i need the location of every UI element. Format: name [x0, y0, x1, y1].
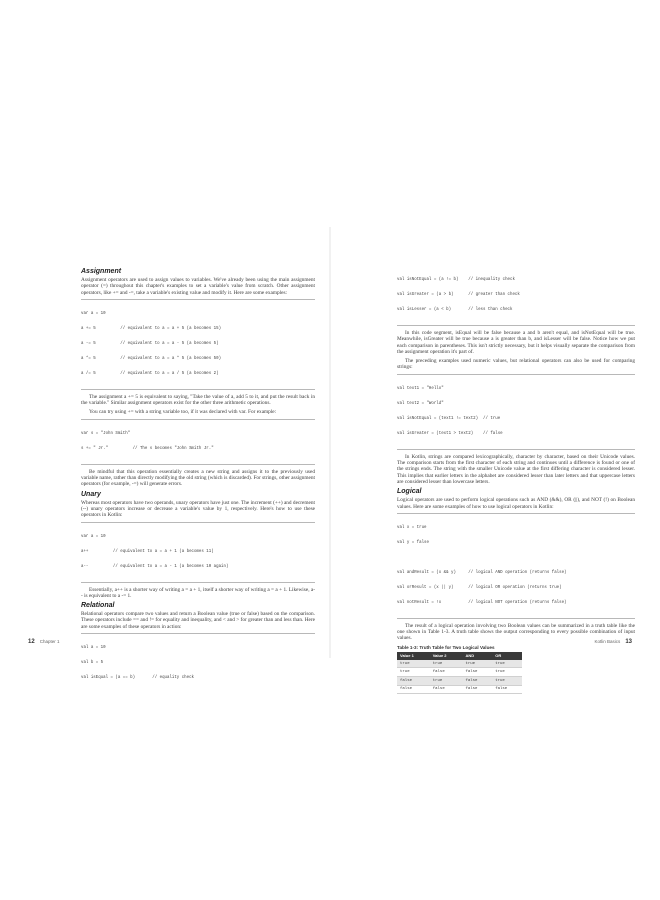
table-cell: true [492, 660, 522, 668]
code-line: a++ // equivalent to a = a + 1 (a becomes 11) [81, 549, 214, 554]
page-number: 13 [625, 639, 632, 645]
code-line: a-- // equivalent to a = a - 1 (a becomes 10 again) [81, 564, 229, 569]
left-column [81, 265, 315, 697]
code-line: a += 5 // equivalent to a = a + 5 (a becomes 15) [81, 326, 222, 331]
code-block-relational [81, 633, 315, 693]
code-block-strings [397, 374, 635, 450]
code-line: val isLesser = (a < b) // less than check [397, 308, 513, 312]
table-cell: false [492, 685, 522, 694]
code-line: val isGreater = (text1 > text2) // false [397, 431, 503, 436]
assignment-paragraph-4: Be mindful that this operation essentially creates a new string and assigns it to the previously used variable name, rather than directly modifying the old string (which is discarded). For strings, other assignment operators (for example, -=) will generate errors. [81, 468, 315, 488]
code-line: a *= 5 // equivalent to a = a * 5 (a becomes 50) [81, 356, 222, 361]
table-header: AND [462, 652, 492, 660]
code-line: var a = 10 [81, 311, 106, 316]
table-cell: false [397, 685, 430, 694]
heading-assignment: Assignment [81, 268, 122, 275]
table-cell: true [397, 660, 430, 668]
code-line: val isEqual = (a == b) // equality check [81, 676, 195, 681]
table-header-row [397, 652, 522, 660]
table-row [397, 676, 522, 685]
logical-paragraph-1: Logical operators are used to perform logical operations such as AND (&&), OR (||), and NOT (!) on Boolean values. Here are some examples of how to use logical operators in Kotlin: [397, 497, 635, 510]
assignment-paragraph-3: You can try using += with a string variable too, if it was declared with var. For example: [89, 409, 277, 416]
code-line: val isGreater = (a > b) // greater than check [397, 293, 520, 297]
code-block-assignment [81, 299, 315, 390]
unary-paragraph-2: Essentially, a++ is a shorter way of writing a = a + 1, itself a shorter way of writing a = a + 1. Likewise, a-- is equivalent to a -= 1. [81, 586, 315, 599]
table-cell: true [492, 668, 522, 677]
code-block-relational-continued [397, 268, 635, 326]
code-line [397, 556, 635, 561]
table-caption: Table 1-3: Truth Table for Two Logical Values [397, 644, 495, 650]
assignment-paragraph-2: The assignment a += 5 is equivalent to saying, "Take the value of a, add 5 to it, and put the result back in the variable." Similar assignment operators exist for the other three arithmetic operations. [81, 393, 315, 407]
table-cell: false [462, 676, 492, 685]
right-page [340, 227, 638, 692]
table-cell: false [397, 676, 430, 685]
right-column [397, 265, 635, 694]
table-row [397, 660, 522, 668]
code-line: val x = true [397, 525, 427, 530]
page-gutter [329, 227, 331, 658]
table-cell: true [462, 660, 492, 668]
relational-paragraph-2: In this code segment, isEqual will be false because a and b aren't equal, and isNotEqual will be true. Meanwhile, isGreater will be true because a is greater than b, and isLesser will be false. Notice how we put each comparison in parentheses. This isn't strictly necessary, but it helps visually separate the comparison from the assignment operation it's part of. [397, 330, 635, 355]
code-line: val notResult = !x // logical NOT operation (returns false) [397, 600, 567, 605]
table-row [397, 685, 522, 694]
logical-paragraph-2: The result of a logical operation involving two Boolean values can be summarized in a truth table like the one shown in Table 1-3. A truth table shows the output corresponding to every possible combination of input values. [397, 622, 635, 642]
page-number: 12 [28, 639, 35, 645]
table-header: Value 2 [430, 652, 463, 660]
code-line: s += " Jr." // The s becomes "John Smith Jr." [81, 446, 214, 451]
relational-paragraph-1: Relational operators compare two values and return a Boolean value (true or false) based on the comparison. These operators include == and != for equality and inequality, and < and > for greater than and less than. Here are some examples of these operators in action: [81, 611, 315, 630]
code-line: val andResult = (x && y) // logical AND operation (returns false) [397, 570, 567, 575]
table-row [397, 668, 522, 677]
code-block-string-append [81, 419, 315, 465]
code-line: val y = false [397, 540, 429, 545]
truth-table [397, 652, 522, 694]
table-cell: false [462, 685, 492, 694]
code-line: val text2 = "World" [397, 401, 444, 406]
table-cell: true [430, 676, 463, 685]
code-block-unary [81, 522, 315, 583]
code-line: a /= 5 // equivalent to a = a / 5 (a becomes 2) [81, 371, 219, 376]
code-block-logical [397, 513, 635, 619]
assignment-paragraph-1: Assignment operators are used to assign values to variables. We've already been using the main assignment operator (=) throughout this chapter's examples to set a variable's value from scratch. Other assignment operators, like += and -=, take a variable's existing value and modify it. Here are some examples: [81, 277, 315, 296]
table-cell: true [397, 668, 430, 677]
code-line: val text1 = "Hello" [397, 386, 444, 391]
table-header: OR [492, 652, 522, 660]
relational-paragraph-3: The preceding examples used numeric values, but relational operators can also be used for comparing strings: [397, 358, 635, 371]
heading-unary: Unary [81, 490, 101, 498]
running-head: Kotlin Basics [594, 639, 621, 644]
heading-logical: Logical [397, 488, 422, 496]
relational-paragraph-4: In Kotlin, strings are compared lexicographically, character by character, based on their Unicode values. The comparison starts from the first character of each string and continues until a difference is found or one of the strings ends. The string with the smaller Unicode value at the first differing character is considered lesser. This implies that earlier letters in the alphabet are considered lesser than later letters and that uppercase letters are considered lesser than lowercase letters. [397, 453, 635, 485]
code-line: val orResult = (x || y) // logical OR operation (returns true) [397, 585, 562, 590]
table-cell: false [430, 668, 463, 677]
code-line: a -= 5 // equivalent to a = a - 5 (a becomes 5) [81, 341, 219, 346]
right-footer [595, 639, 632, 645]
heading-relational: Relational [81, 602, 115, 610]
code-line: var a = 10 [81, 534, 106, 539]
code-line: val a = 10 [81, 646, 106, 651]
running-head: Chapter 1 [39, 639, 60, 644]
left-page [22, 227, 318, 681]
code-line: val b = 5 [81, 661, 104, 666]
code-line: val isNotEqual = (text1 != text2) // true [397, 416, 501, 421]
table-cell: false [462, 668, 492, 677]
table-header: Value 1 [397, 652, 430, 660]
code-line: val isNotEqual = (a != b) // inequality check [397, 278, 515, 282]
table-cell: true [430, 660, 463, 668]
table-cell: false [430, 685, 463, 694]
code-line: var s = "John Smith" [81, 431, 131, 436]
left-footer [28, 639, 59, 645]
unary-paragraph-1: Whereas most operators have two operands, unary operators have just one. The increment (++) and decrement (--) unary operators increase or decrease a variable's value by 1, respectively. Here's how to use these operators in Kotlin: [81, 499, 315, 519]
table-cell: true [492, 676, 522, 685]
